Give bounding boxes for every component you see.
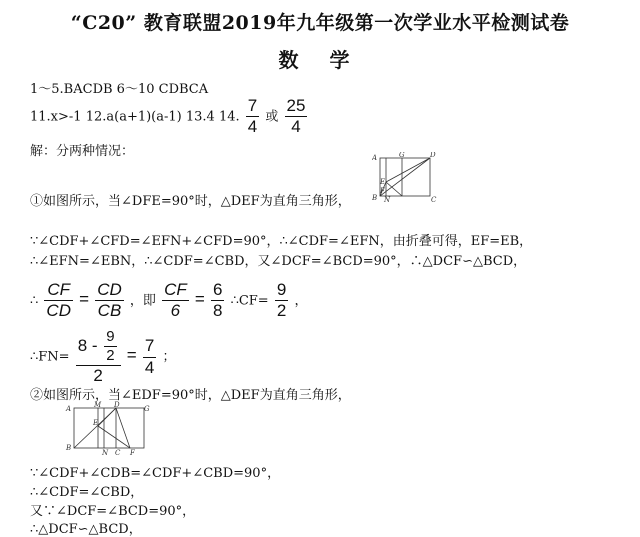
case-2-reason-1: ∵∠CDF+∠CDB=∠CDF+∠CBD=90°， [30, 466, 281, 481]
solution-intro: 解：分两种情况： [30, 144, 135, 159]
fig2-label-m: M [94, 401, 102, 409]
fn-label: ∴FN= [30, 349, 70, 365]
fig2-label-g: G [144, 405, 150, 413]
figure-2 [64, 400, 154, 456]
ratio-connector: ，即 [129, 293, 156, 309]
fig1-label-b: B [372, 194, 378, 202]
equals-sign-2: = [194, 289, 205, 309]
answer-14-frac-2: $\frac{25}{4}$ [286, 96, 306, 137]
fig2-label-c: C [115, 449, 121, 456]
fn-denominator: 2 [93, 366, 103, 385]
ratio-line [30, 280, 307, 322]
ratio-cf-6: $\frac{CF}{6}$ [164, 280, 187, 321]
case-2-reason-4: ∴△DCF∽△BCD， [30, 522, 142, 537]
answers-mc: 1～5.BACDB 6～10 CDBCA [30, 82, 209, 97]
cf-result-frac: $\frac{9}{2}$ [276, 280, 287, 321]
fn-end: ； [162, 349, 176, 365]
equals-sign: = [79, 289, 90, 309]
ratio-cf-cd: $\frac{CF}{CD}$ [46, 280, 71, 321]
fig1-label-a: A [372, 154, 378, 162]
answers-fill [30, 96, 309, 138]
case-2-statement: ②如图所示，当∠EDF=90°时，△DEF为直角三角形， [30, 388, 351, 403]
fn-numerator: 8 - $\frac{9}{2}$ [76, 328, 121, 366]
fig2-label-a: A [66, 405, 72, 413]
fn-line [30, 328, 175, 386]
fn-equals: = [126, 345, 137, 365]
answers-fill-or: 或 [265, 109, 279, 125]
fig2-label-n: N [102, 449, 109, 456]
case-2-reason-2: ∴∠CDF=∠CBD， [30, 485, 144, 500]
fig2-label-f: F [130, 449, 135, 456]
cf-result-label: ∴CF= [230, 293, 269, 309]
figure-1 [372, 152, 438, 202]
case-1-reason-1: ∵∠CDF+∠CFD=∠EFN+∠CFD=90°，∴∠CDF=∠EFN，由折叠可得，EF=EB， [30, 234, 533, 249]
fig1-label-e: E [380, 178, 386, 186]
fig2-label-d: D [114, 401, 120, 409]
case-2-reason-3: 又∵∠DCF=∠BCD=90°， [30, 504, 196, 519]
fig1-label-f: F [380, 187, 385, 195]
fig1-label-d: D [430, 152, 436, 159]
page-title: “C20” 教育联盟2019年九年级第一次学业水平检测试卷 [70, 12, 570, 34]
fn-compound-frac [76, 328, 121, 386]
fig2-label-b: B [66, 444, 72, 452]
fn-result-frac: $\frac{7}{4}$ [144, 336, 155, 377]
therefore-symbol: ∴ [30, 293, 39, 309]
answers-fill-prefix: 11.x>-1 12.a(a+1)(a-1) 13.4 14. [30, 109, 240, 125]
fig1-label-g: G [399, 152, 405, 159]
fig1-label-n: N [384, 196, 391, 202]
ratio-6-8: $\frac{6}{8}$ [212, 280, 223, 321]
ratio-cd-cb: $\frac{CD}{CB}$ [97, 280, 122, 321]
fig2-label-e: E [93, 419, 99, 427]
subject-heading: 数 学 [278, 48, 362, 72]
fig1-label-c: C [431, 196, 437, 202]
case-1-reason-2: ∴∠EFN=∠EBN，∴∠CDF=∠CBD，又∠DCF=∠BCD=90°，∴△DCF∽△BCD， [30, 254, 527, 269]
case-1-statement: ①如图所示，当∠DFE=90°时，△DEF为直角三角形， [30, 194, 351, 209]
ratio-end: ， [294, 293, 308, 309]
answer-14-frac-1: $\frac{7}{4}$ [247, 96, 258, 137]
